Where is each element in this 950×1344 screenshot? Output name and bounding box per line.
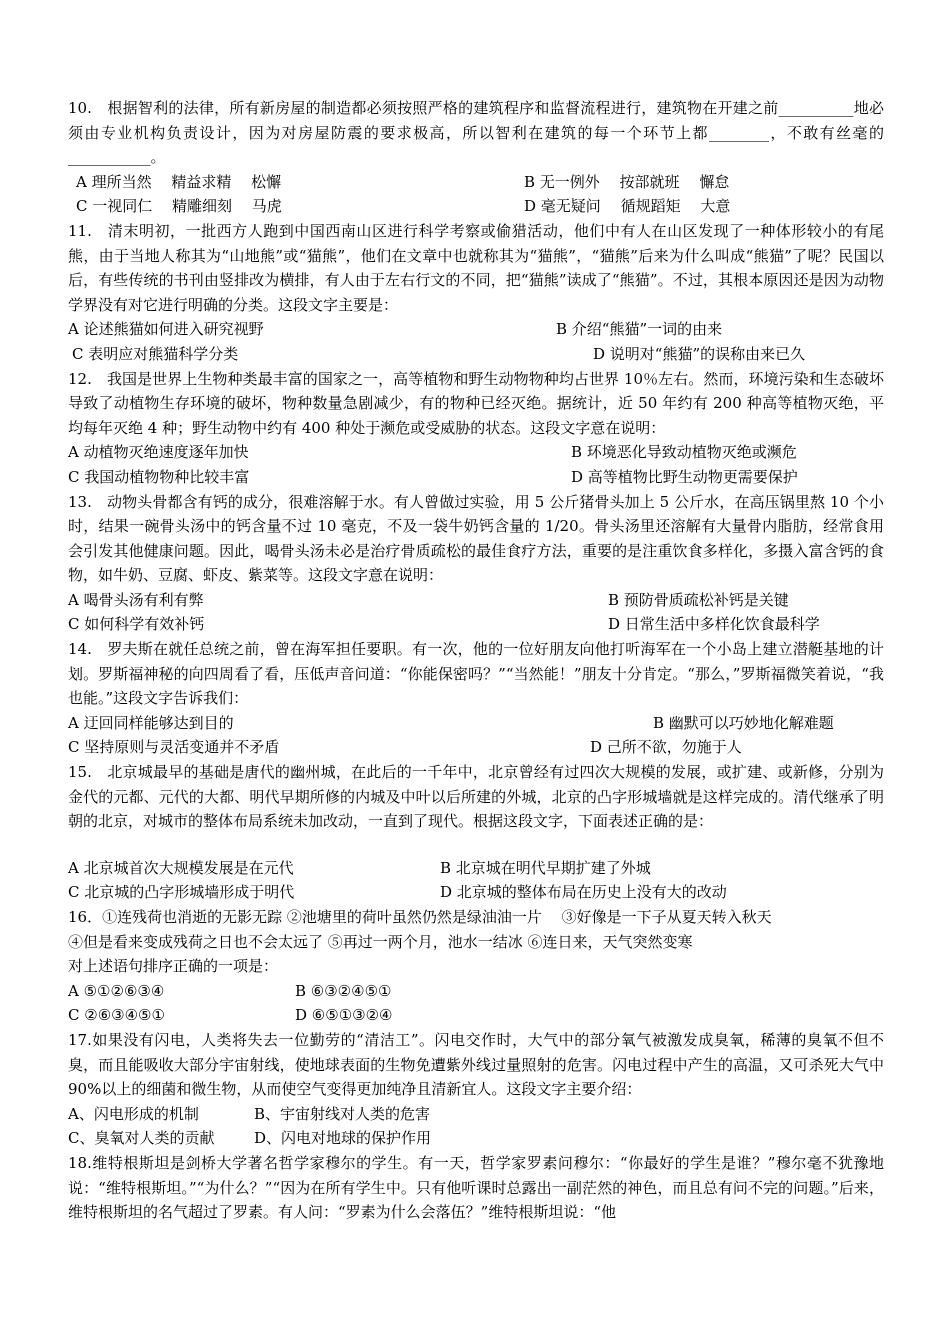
question-15: [68, 760, 884, 905]
option-c: C 坚持原则与灵活变通并不矛盾: [68, 738, 280, 757]
option-b: B 北京城在明代早期扩建了外城: [440, 858, 651, 877]
option-row: [68, 711, 884, 736]
option-row: [68, 735, 884, 760]
option-c: C ②⑥③④⑤①: [68, 1006, 165, 1025]
option-c: C、臭氧对人类的贡献: [68, 1129, 215, 1148]
question-stem-line-2: ④但是看来变成残荷之日也不会太远了 ⑤再过一两个月，池水一结冰 ⑥连日来，天气突然变寒: [68, 932, 693, 951]
option-a: A ⑤①②⑥③④: [68, 981, 165, 1000]
option-a: A 北京城首次大规模发展是在元代: [68, 858, 294, 877]
option-row: [68, 317, 884, 342]
question-stem: 17.如果没有闪电，人类将失去一位勤劳的“清洁工”。闪电交作时，大气中的部分氧气被激发成臭氧，稀薄的臭氧不但不臭，而且能吸收大部分宇宙射线，使地球表面的生物免遭紫外线过量照射的危害。闪电过程中产生的高温，又可杀死大气中 90%以上的细菌和微生物，从而使空气变得更加纯净且清新宜人。这段文字主要介绍：: [68, 1030, 884, 1099]
option-d: D 己所不欲，勿施于人: [590, 738, 742, 757]
option-row: [68, 194, 884, 219]
question-11: [68, 219, 884, 367]
question-stem: 18.维特根斯坦是剑桥大学著名哲学家穆尔的学生。有一天，哲学家罗素问穆尔：“你最好的学生是谁？”穆尔毫不犹豫地说：“维特根斯坦。”“为什么？”“因为在所有学生中。只有他听课时总露出一副茫然的神色，而且总有问不完的问题。”后来，维特根斯坦的名气超过了罗素。有人问：“罗素为什么会落伍？”维特根斯坦说：“他: [68, 1153, 884, 1222]
option-d: D 日常生活中多样化饮食最科学: [608, 615, 820, 634]
option-b: B 预防骨质疏松补钙是关键: [608, 590, 789, 609]
option-row: [68, 880, 884, 905]
stem-line: [68, 905, 884, 930]
option-b: B ⑥③②④⑤①: [295, 981, 392, 1000]
stem-line: [68, 930, 884, 955]
option-b: B、宇宙射线对人类的危害: [254, 1104, 431, 1123]
option-d: D 说明对“熊猫”的误称由来已久: [593, 344, 806, 363]
option-a: A 喝骨头汤有利有弊: [68, 590, 204, 609]
prompt-line: [68, 954, 884, 979]
question-16: [68, 905, 884, 1028]
option-c: C 如何科学有效补钙: [68, 615, 205, 634]
question-stem: 15. 北京城最早的基础是唐代的幽州城，在此后的一千年中，北京曾经有过四次大规模的发展，或扩建、或新修，分别为金代的元都、元代的大都、明代早期所修的内城及中叶以后所建的外城，北京的凸字形城墙就是这样完成的。清代继承了明朝的北京，对城市的整体布局系统未加改动，一直到了现代。根据这段文字，下面表述正确的是：: [68, 763, 884, 831]
option-row: [68, 979, 884, 1004]
option-d: D ⑥⑤①③②④: [295, 1006, 393, 1025]
blank-line: [68, 834, 884, 856]
option-row: [68, 342, 884, 367]
option-a: A 论述熊猫如何进入研究视野: [68, 320, 264, 339]
option-a: A 动植物灭绝速度逐年加快: [68, 443, 249, 462]
option-a: A、闪电形成的机制: [68, 1104, 199, 1123]
option-d: D 北京城的整体布局在历史上没有大的改动: [440, 883, 727, 902]
question-14: [68, 637, 884, 760]
question-stem-line-1: 16．①连残荷也消逝的无影无踪 ②池塘里的荷叶虽然仍然是绿油油一片 ③好像是一下子从夏天转入秋天: [68, 908, 772, 926]
option-row: [68, 1102, 884, 1127]
option-d: D 高等植物比野生动物更需要保护: [571, 467, 798, 486]
question-stem: 13. 动物头骨都含有钙的成分，很难溶解于水。有人曾做过实验，用 5 公斤猪骨头加上 5 公斤水，在高压锅里熬 10 个小时，结果一碗骨头汤中的钙含量不过 10 毫克，不及一袋牛奶钙含量的 1/20。骨头汤里还溶解有大量骨内脂肪，经常食用会引发其他健康问题。因此，喝骨头汤未必是治疗骨质疏松的最佳食疗方法，重要的是注重饮食多样化，多摄入富含钙的食物，如牛奶、豆腐、虾皮、紫菜等。这段文字意在说明：: [68, 492, 884, 585]
option-b: B 幽默可以巧妙地化解难题: [653, 713, 834, 732]
option-row: [68, 440, 884, 465]
option-b: B 介绍“熊猫”一词的由来: [556, 320, 723, 339]
question-stem: 12. 我国是世界上生物种类最丰富的国家之一，高等植物和野生动物物种均占世界 10％左右。然而，环境污染和生态破坏导致了动植物生存环境的破坏，物种数量急剧减少，有的物种已经灭绝。据统计，近 50 年约有 200 种高等植物灭绝，平均每年灭绝 4 种；野生动物中约有 400 种处于濒危或受威胁的状态。这段文字意在说明：: [68, 369, 884, 437]
question-18: [68, 1151, 884, 1225]
option-row: [68, 1126, 884, 1151]
option-a: A 迂回同样能够达到目的: [68, 713, 234, 732]
option-row: [68, 588, 884, 613]
question-17: [68, 1028, 884, 1151]
exam-page: [68, 96, 884, 1225]
option-row: [68, 170, 884, 195]
option-c: C 表明应对熊猫科学分类: [72, 344, 239, 363]
question-stem: 10. 根据智利的法律，所有新房屋的制造都必须按照严格的建筑程序和监督流程进行，建筑物在开建之前__________地必须由专业机构负责设计，因为对房屋防震的要求极高，所以智利在建筑的每一个环节上都________，不敢有丝毫的___________。: [68, 99, 884, 167]
option-b: B 环境恶化导致动植物灭绝或濒危: [571, 443, 797, 462]
option-c: C 一视同仁 精雕细刻 马虎: [76, 197, 282, 216]
option-row: [68, 856, 884, 881]
option-a: A 理所当然 精益求精 松懈: [76, 172, 282, 191]
question-prompt: 对上述语句排序正确的一项是：: [68, 957, 279, 976]
question-stem: 11. 清末明初，一批西方人跑到中国西南山区进行科学考察或偷猎活动，他们中有人在山区发现了一种体形较小的有尾熊，由于当地人称其为“山地熊”或“猫熊”，他们在文章中也就称其为“猫熊”，“猫熊”后来为什么叫成“熊猫”了呢？民国以后，有些传统的书刊由竖排改为横排，有人由于左右行文的不同，把“猫熊”读成了“熊猫”。不过，其根本原因还是因为动物学界没有对它进行明确的分类。这段文字主要是：: [68, 221, 884, 314]
option-b: B 无一例外 按部就班 懈怠: [524, 172, 730, 191]
question-stem: 14. 罗夫斯在就任总统之前，曾在海军担任要职。有一次，他的一位好朋友向他打听海军在一个小岛上建立潜艇基地的计划。罗斯福神秘的向四周看了看，压低声音问道：“你能保密吗？”“当然能！”朋友十分肯定。“那么，”罗斯福微笑着说，“我也能。”这段文字告诉我们：: [68, 640, 884, 708]
option-c: C 北京城的凸字形城墙形成于明代: [68, 883, 295, 902]
option-row: [68, 1003, 884, 1028]
option-c: C 我国动植物物种比较丰富: [68, 467, 250, 486]
question-12: [68, 367, 884, 490]
option-row: [68, 465, 884, 490]
option-d: D、闪电对地球的保护作用: [254, 1129, 432, 1148]
option-d: D 毫无疑问 循规蹈矩 大意: [524, 197, 731, 216]
question-10: [68, 96, 884, 219]
option-row: [68, 612, 884, 637]
question-13: [68, 490, 884, 638]
